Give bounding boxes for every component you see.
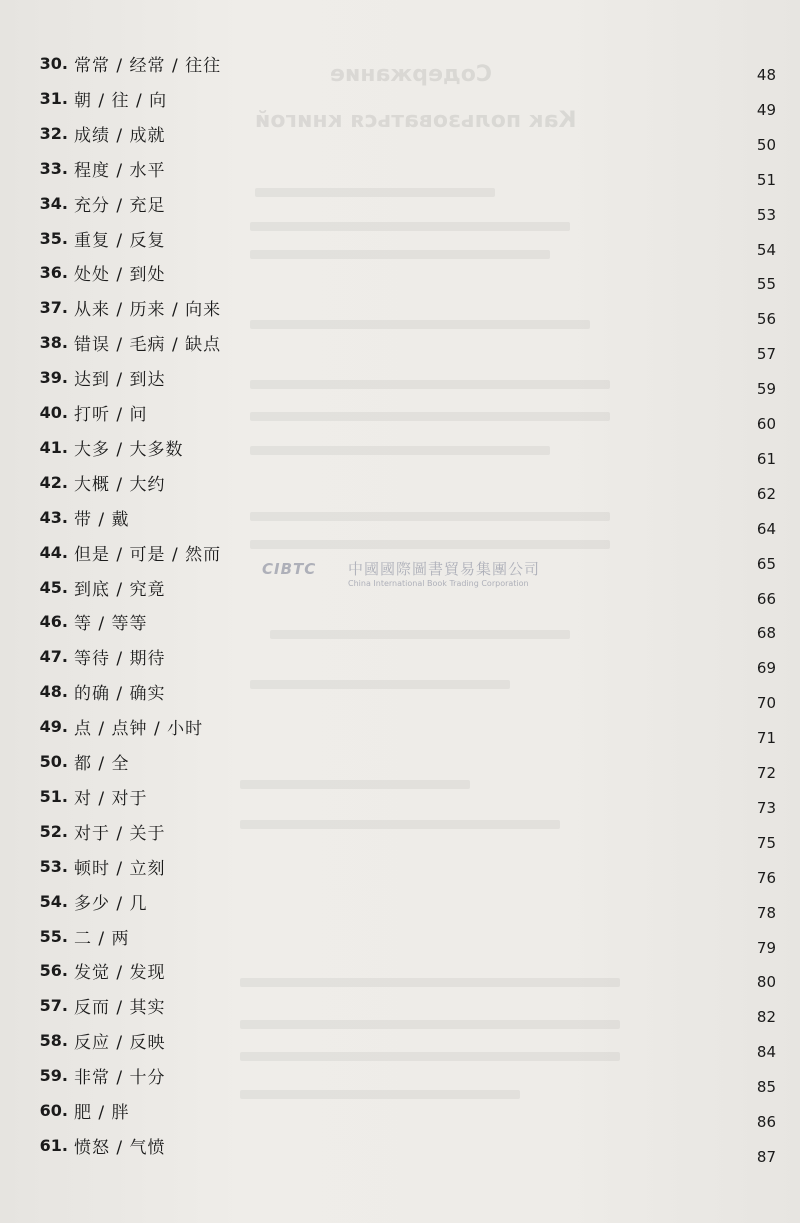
toc-entry [0,48,800,82]
toc-entry-number: 56. [39,961,68,981]
toc-entry-page-number: 55 [756,275,776,294]
toc-entry-page-number: 76 [756,868,776,887]
toc-entry-number: 37. [39,298,68,318]
toc-entry-page-number: 86 [756,1113,776,1131]
toc-entry-title: 成绩 / 成就 [74,125,166,146]
toc-entry-page-number: 49 [756,100,776,119]
toc-entry-page-number: 65 [756,554,776,573]
toc-entry-number: 35. [39,228,68,248]
toc-entry-number: 48. [39,682,68,702]
toc-entry-page-number: 78 [756,903,776,922]
toc-entry-title: 常常 / 经常 / 往往 [74,56,222,76]
toc-entry-number: 38. [39,333,68,353]
publisher-watermark [262,558,562,594]
toc-entry [0,955,800,992]
toc-entry-page-number: 73 [756,798,776,817]
toc-entry-page-number: 69 [756,659,776,678]
toc-entry-number: 44. [39,542,68,562]
toc-entry-number: 43. [39,507,68,527]
toc-entry-number: 34. [39,193,68,213]
toc-entry-page-number: 51 [756,170,776,189]
toc-entry-page-number: 61 [756,449,776,468]
toc-entry-number: 51. [39,786,68,806]
toc-entry-page-number: 72 [756,764,776,782]
toc-entry-title: 朝 / 往 / 向 [74,90,168,111]
toc-entry [0,1025,800,1062]
toc-entry-page-number: 53 [756,205,776,224]
toc-entry-number: 52. [39,821,68,841]
toc-entry-number: 45. [39,577,68,597]
toc-entry-title: 处处 / 到处 [74,265,166,286]
toc-entry-number: 41. [39,437,68,457]
toc-entry [0,467,800,501]
toc-entry-page-number: 70 [756,694,776,713]
toc-entry-title: 带 / 戴 [74,509,130,530]
toc-entry-number: 55. [39,926,68,946]
toc-entry [0,816,800,850]
toc-entry-title: 愤怒 / 气愤 [74,1137,166,1158]
toc-entry-title: 对 / 对于 [74,788,148,809]
toc-entry-page-number: 79 [756,938,776,957]
bleed-through-subheading: Как пользоваться книгой [255,108,577,133]
toc-entry-number: 36. [39,263,68,283]
toc-entry-title: 大概 / 大约 [74,474,166,495]
toc-entry-title: 重复 / 反复 [74,230,166,251]
toc-entry [0,851,800,885]
toc-entry [0,921,800,955]
toc-entry-title: 错误 / 毛病 / 缺点 [74,335,222,356]
toc-entry-page-number: 59 [756,380,776,399]
toc-entry-number: 47. [39,647,68,667]
toc-entry [0,83,800,117]
watermark-name-en: China International Book Trading Corporation [348,579,529,588]
toc-entry [0,641,800,678]
toc-entry-title: 从来 / 历来 / 向来 [74,300,222,321]
toc-entry-title: 肥 / 胖 [74,1103,130,1123]
toc-entry [0,990,800,1027]
toc-entry-number: 54. [39,891,68,911]
toc-entry-title: 都 / 全 [74,754,130,774]
toc-entry [0,118,800,152]
toc-entry-number: 50. [39,752,68,771]
bleed-through-heading: Содержание [330,62,492,87]
toc-entry-title: 打听 / 问 [74,405,148,425]
toc-entry [0,746,800,780]
watermark-name-cn: 中國國際圖書貿易集團公司 [348,560,541,578]
toc-entry [0,153,800,187]
toc-entry-title: 充分 / 充足 [74,195,166,216]
toc-entry-title: 程度 / 水平 [74,160,166,181]
toc-entry [0,188,800,222]
toc-entry [0,606,800,643]
toc-entry-page-number: 71 [756,729,776,748]
toc-entry-page-number: 57 [756,345,776,364]
toc-entry-page-number: 85 [756,1078,776,1097]
toc-entry-number: 58. [39,1031,68,1051]
toc-entry-page-number: 62 [756,484,776,503]
toc-entry-number: 30. [39,54,68,73]
toc-entry-title: 发觉 / 发现 [74,963,166,984]
toc-entry-page-number: 68 [756,624,776,643]
toc-entry-page-number: 60 [756,415,776,433]
toc-entry-title: 对于 / 关于 [74,823,166,844]
toc-entry-number: 53. [39,856,68,876]
toc-entry-page-number: 66 [756,589,776,608]
toc-entry-number: 60. [39,1101,68,1120]
toc-entry [0,397,800,431]
toc-entry-title: 反应 / 反映 [74,1033,166,1054]
toc-entry-page-number: 54 [756,240,776,259]
toc-entry-number: 32. [39,123,68,143]
toc-entry-number: 42. [39,472,68,492]
toc-entry-title: 反而 / 其实 [74,998,166,1019]
toc-entry-title: 等 / 等等 [74,614,148,635]
toc-entry-page-number: 50 [756,135,776,154]
toc-entry-title: 顿时 / 立刻 [74,858,166,879]
toc-entry [0,676,800,713]
toc-entry [0,223,800,257]
toc-entry-page-number: 75 [756,833,776,852]
toc-entry [0,292,800,329]
toc-entry-number: 33. [39,158,68,178]
toc-entry-number: 31. [39,88,68,108]
toc-entry [0,257,800,294]
toc-entry-number: 57. [39,996,68,1016]
toc-entry-number: 46. [39,612,68,632]
toc-entry [0,327,800,364]
toc-entry-page-number: 80 [756,973,776,992]
toc-entry-page-number: 48 [756,66,776,84]
toc-entry [0,362,800,399]
toc-entry-title: 的确 / 确实 [74,684,166,705]
toc-entry-number: 59. [39,1066,68,1086]
toc-entry-title: 点 / 点钟 / 小时 [74,719,204,740]
toc-entry [0,711,800,748]
toc-entry-title: 非常 / 十分 [74,1068,166,1089]
toc-entry-title: 大多 / 大多数 [74,439,184,460]
toc-entry-title: 等待 / 期待 [74,649,166,670]
toc-entry [0,1095,800,1129]
toc-entry-title: 二 / 两 [74,928,130,949]
toc-entry-number: 61. [39,1135,68,1155]
toc-entry-page-number: 87 [756,1147,776,1166]
toc-entry-page-number: 84 [756,1043,776,1062]
toc-entry [0,1060,800,1097]
toc-entry [0,1130,800,1164]
toc-entry-page-number: 82 [756,1008,776,1027]
toc-entry-number: 40. [39,403,68,422]
toc-entry [0,781,800,815]
toc-entry [0,432,800,466]
toc-entry-number: 49. [39,717,68,737]
toc-entry-number: 39. [39,368,68,388]
toc-entry-title: 但是 / 可是 / 然而 [74,544,222,565]
toc-entry [0,502,800,536]
toc-entry [0,886,800,920]
toc-entry-page-number: 56 [756,310,776,329]
toc-entry-page-number: 64 [756,519,776,538]
watermark-logo: CIBTC [262,560,317,578]
toc-entry-title: 到底 / 究竟 [74,579,166,600]
toc-entry-title: 达到 / 到达 [74,370,166,391]
toc-entry-title: 多少 / 几 [74,893,148,914]
